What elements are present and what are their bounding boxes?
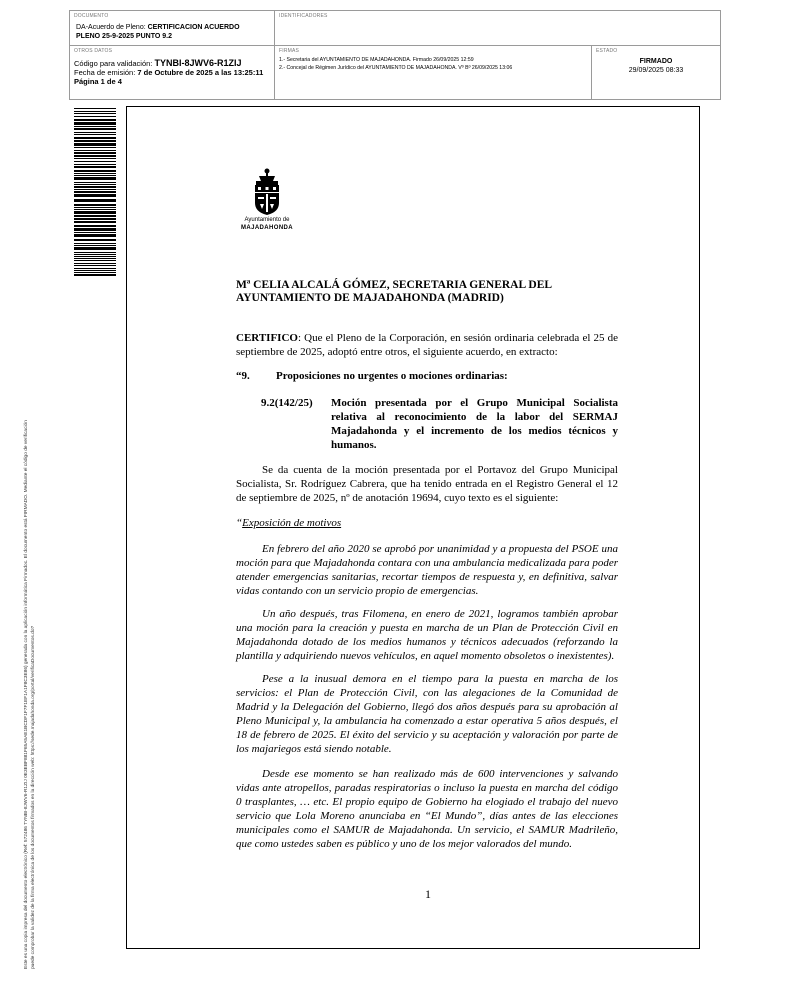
item-heading: [236, 369, 618, 383]
document-header: [69, 10, 721, 100]
barcode-bar: [74, 155, 116, 157]
barcode: [74, 108, 116, 278]
barcode-bar: [74, 263, 116, 264]
signature-2: 2.- Concejal de Régimen Jurídico del AYUNTAMIENTO DE MAJADAHONDA. Vº Bº 26/09/2025 13:06: [279, 64, 513, 71]
issue-date: 7 de Octubre de 2025 a las 13:25:11: [137, 68, 264, 77]
identificadores-label: IDENTIFICADORES: [279, 13, 328, 19]
certifico-paragraph: CERTIFICO: Que el Pleno de la Corporación, en sesión ordinaria celebrada el 25 de septiembre de 2025, adoptó entre otros, el siguiente acuerdo, en extracto:: [236, 332, 618, 358]
subitem-title: Moción presentada por el Grupo Municipal Socialista relativa al reconocimiento de la labor del SERMAJ Majadahonda y el incremento de los medios técnicos y humanos.: [331, 397, 618, 451]
validation-code: TYNBI-8JWV6-R1ZIJ: [154, 58, 242, 68]
body-paragraph: Pese a la inusual demora en el tiempo para la puesta en marcha de los servicios: el Plan de Protección Civil, con las alegaciones de la Comunidad de Madrid y la Delegación del Gobierno, llegó dos años después para su aprobación al Pleno Municipal y, la ambulancia ha comenzado a estar operativa 5 años después, el 18 de febrero de 2025. El éxito del servicio y su aceptación y valoración por parte de los majariegos está siendo notable.: [236, 673, 618, 755]
barcode-bar: [74, 232, 116, 233]
verification-sidebar-text: Este es una copia impresa del documento electrónico (Ref: 572486 TYNBI-8JWV6-R1ZIJ 0E3EBF881F65A5AE1BCDF1F7F1EF1A1F8C3E86) generada con la aplicación informática Firmadoc. El documento está FIRMADO. Mediante el código de verificación puede comprobar la validez de la firma electrónica de los documentos firmados en la dirección web: https://sede.majadahonda.org/portal/verificaDocumentos.do?: [24, 420, 36, 969]
barcode-bar: [74, 211, 116, 214]
barcode-bar: [74, 243, 116, 244]
barcode-bar: [74, 143, 116, 146]
status-date: 29/09/2025 08:33: [628, 67, 684, 74]
barcode-bar: [74, 119, 116, 121]
header-cell-identificadores: [275, 11, 720, 46]
barcode-bar: [74, 147, 116, 148]
barcode-bar: [74, 215, 116, 217]
barcode-bar: [74, 204, 116, 206]
barcode-bar: [74, 270, 116, 271]
coat-of-arms-icon: [232, 166, 302, 216]
barcode-bar: [74, 191, 116, 193]
status-block: [592, 57, 720, 75]
barcode-bar: [74, 221, 116, 223]
barcode-bar: [74, 272, 116, 273]
barcode-bar: [74, 260, 116, 261]
barcode-bar: [74, 252, 116, 253]
barcode-bar: [74, 122, 116, 125]
barcode-bar: [74, 161, 116, 162]
barcode-bar: [74, 274, 116, 276]
body-paragraph: Desde ese momento se han realizado más de 600 intervenciones y salvando vidas ante atropellos, paradas respiratorias o incluso la puesta en marcha del código 0 trasplantes, … etc. El propio equipo de Gobierno ha elogiado el trabajo del nuevo servicio que Lola Moreno anunciaba en “El Mundo”, días antes de las elecciones municipales como el SAMUR de Majadahonda. Un servicio, el SAMUR Madrileño, que como ustedes saben es público y uno de los mejor valorados del mundo.: [236, 768, 618, 850]
item-title: Proposiciones no urgentes o mociones ordinarias:: [276, 370, 508, 382]
barcode-bar: [74, 247, 116, 250]
firmas-label: FIRMAS: [279, 48, 300, 54]
barcode-bar: [74, 164, 116, 165]
item-number: “9.: [236, 370, 250, 382]
barcode-bar: [74, 194, 116, 197]
barcode-bar: [74, 228, 116, 231]
barcode-bar: [74, 132, 116, 133]
barcode-bar: [74, 182, 116, 183]
header-cell-documento: [70, 11, 275, 46]
estado-label: ESTADO: [596, 48, 618, 54]
otros-label: OTROS DATOS: [74, 48, 113, 54]
barcode-bar: [74, 234, 116, 237]
barcode-bar: [74, 256, 116, 257]
validation-info: Código para validación: TYNBI-8JWV6-R1ZIJ Fecha de emisión: 7 de Octubre de 2025 a las 13:25:11 Página 1 de 4: [74, 58, 264, 86]
barcode-bar: [74, 186, 116, 188]
barcode-bar: [74, 173, 116, 174]
barcode-bar: [74, 209, 116, 210]
barcode-bar: [74, 268, 116, 269]
header-cell-otros: [70, 46, 275, 99]
barcode-bar: [74, 225, 116, 227]
barcode-bar: [74, 116, 116, 117]
barcode-bar: [74, 150, 116, 151]
barcode-bar: [74, 239, 116, 241]
barcode-bar: [74, 111, 116, 112]
barcode-bar: [74, 128, 116, 130]
barcode-bar: [74, 126, 116, 127]
barcode-bar: [74, 218, 116, 220]
header-cell-firmas: [275, 46, 592, 99]
status-value: FIRMADO: [639, 58, 673, 65]
barcode-bar: [74, 258, 116, 259]
body-paragraph: Un año después, tras Filomena, en enero de 2021, logramos también aprobar una moción para la creación y puesta en marcha de un Plan de Protección Civil en Majadahonda dotado de los medios humanos y técnicos adecuados (reforzando la plantilla y adquiriendo nuevos vehículos, en aquel momento obsoletos o inexistentes).: [236, 608, 618, 662]
barcode-bar: [74, 158, 116, 159]
barcode-bar: [74, 207, 116, 208]
barcode-bar: [74, 140, 116, 142]
municipal-logo: [232, 166, 302, 236]
logo-text: Ayuntamiento de MAJADAHONDA: [240, 217, 294, 231]
signatures-list: [279, 57, 512, 72]
document-title: DA-Acuerdo de Pleno: CERTIFICACION ACUERDO PLENO 25-9-2025 PUNTO 9.2: [76, 24, 240, 40]
page-heading: Mª CELIA ALCALÁ GÓMEZ, SECRETARIA GENERAL DEL AYUNTAMIENTO DE MAJADAHONDA (MADRID): [236, 279, 553, 304]
page-number: 1: [425, 887, 431, 901]
header-cell-estado: [592, 46, 720, 99]
barcode-bar: [74, 265, 116, 266]
barcode-bar: [74, 199, 116, 202]
intro-paragraph: Se da cuenta de la moción presentada por el Portavoz del Grupo Municipal Socialista, Sr. Rodríguez Cabrera, que ha tenido entrada en el Registro General el 12 de septiembre de 2025, nº de anotación 19694, cuyo texto es el siguiente:: [236, 464, 618, 504]
barcode-bar: [74, 170, 116, 172]
documento-label: DOCUMENTO: [74, 13, 109, 19]
barcode-bar: [74, 175, 116, 176]
barcode-bar: [74, 113, 116, 114]
barcode-bar: [74, 254, 116, 255]
barcode-bar: [74, 189, 116, 190]
barcode-bar: [74, 137, 116, 139]
barcode-bar: [74, 152, 116, 154]
body-paragraph: En febrero del año 2020 se aprobó por unanimidad y a propuesta del PSOE una moción para que Majadahonda contara con una ambulancia medicalizada para poder atender emergencias sanitarias, recortar tiempos de respuesta y, en definitiva, salvar vidas contando con un servicio propio de emergencias.: [236, 543, 618, 597]
signature-1: 1.- Secretaria del AYUNTAMIENTO DE MAJADAHONDA. Firmado 26/09/2025 12:59: [279, 57, 474, 63]
subitem: [261, 396, 618, 452]
barcode-bar: [74, 108, 116, 109]
page-count: Página 1 de 4: [74, 77, 122, 86]
barcode-bar: [74, 177, 116, 180]
barcode-bar: [74, 184, 116, 185]
exposicion-heading: “Exposición de motivos: [236, 517, 342, 529]
barcode-bar: [74, 166, 116, 168]
barcode-bar: [74, 134, 116, 135]
certifico-label: CERTIFICO: [236, 332, 298, 344]
barcode-bar: [74, 245, 116, 246]
subitem-number: 9.2(142/25): [261, 397, 313, 409]
